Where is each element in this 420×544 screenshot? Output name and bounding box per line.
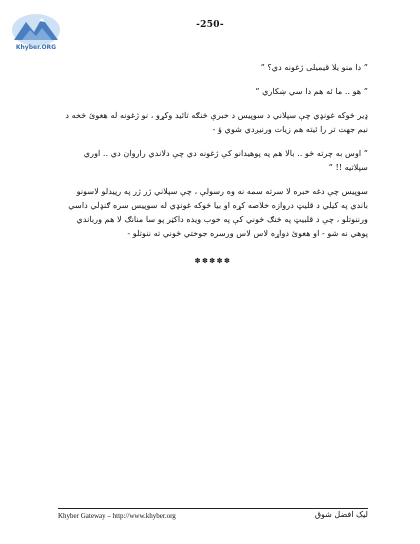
footer-author: لیک افضل شوق xyxy=(314,510,368,519)
paragraph: ” هو .. ما ئه هم دا سي ښکاري ” xyxy=(255,86,368,96)
footer-site-link[interactable]: Khyber Gateway – http://www.khyber.org xyxy=(58,512,176,520)
logo-text: Khyber.ORG xyxy=(15,44,57,51)
section-divider-stars: ✽✽✽✽✽ xyxy=(194,257,232,265)
page-number: -250- xyxy=(196,20,224,30)
paragraph: ” دا منو یلا قیمیلی ژغونه دي؟ ” xyxy=(260,62,368,72)
paragraph: ” اوس به چرته څو .. بالا هم په پوهیدانو کې ژغونه دي چې دلاندي راروان دي .. اوري سپلاتیه !! ” xyxy=(83,148,368,172)
page-body xyxy=(58,60,368,268)
paragraph: سوپیس چې دغه خبره لا سرته سمه نه وه رسولې ، چې سپلاني ژر ژر په رپیدلو لاسونو باندي په کیلي د قلیټ دروازه خلاصه کړه او بیا څوکه غونډي له سوپیس سره ګنډلي داسي ورننوتلو ، چې د قلبیټ په څنګ څوني کې په خوب ویده داکټر پو سا منانګ لا هم ورباندي پوهي نه شو - او هغوئ دواړه لاس لاس ورسره جوختي څوني ته ننوتلو - xyxy=(68,186,368,238)
paragraph: ډیر څوکه غونډي چې سپلاني د سوپیس د خبرې څنګه تائید وکړو ، نو ژغونه له هغوئ څخه د نیم جهت تر را ئیته هم زیات ورنیږدي شوي ؤ - xyxy=(65,110,368,134)
footer-divider xyxy=(58,508,368,509)
